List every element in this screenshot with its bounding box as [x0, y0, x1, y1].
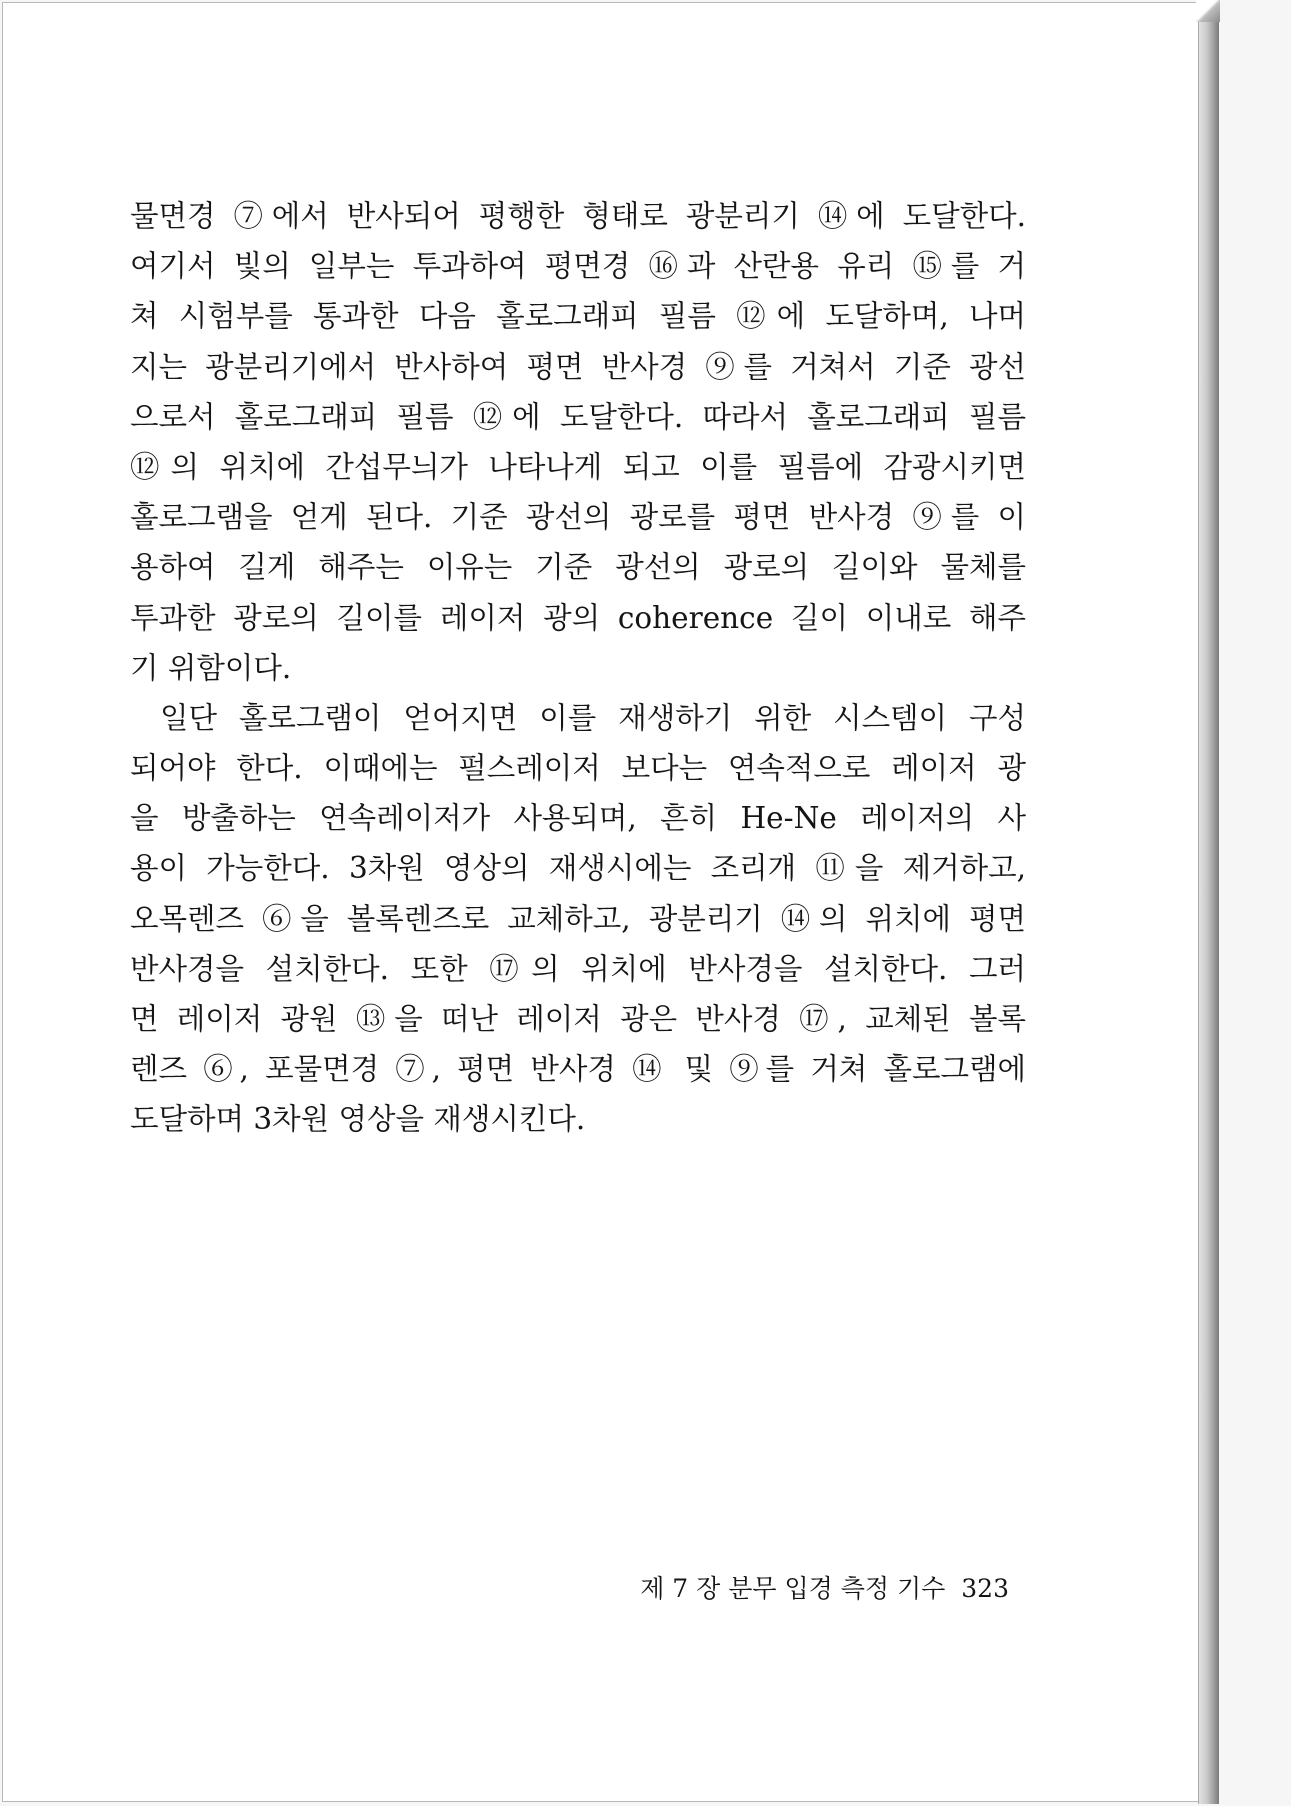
text-line: 홀로그램을 얻게 된다. 기준 광선의 광로를 평면 반사경 ⑨를 이	[130, 500, 1026, 535]
text-line: 도달하며 3차원 영상을 재생시킨다.	[130, 1102, 586, 1137]
text-line: 투과한 광로의 길이를 레이저 광의 coherence 길이 이내로 해주	[130, 600, 1026, 635]
text-line: 되어야 한다. 이때에는 펄스레이저 보다는 연속적으로 레이저 광	[130, 751, 1026, 786]
text-line: 쳐 시험부를 통과한 다음 홀로그래피 필름 ⑫에 도달하며, 나머	[130, 299, 1026, 334]
text-line: 오목렌즈 ⑥을 볼록렌즈로 교체하고, 광분리기 ⑭의 위치에 평면	[130, 901, 1026, 936]
text-line: 여기서 빛의 일부는 투과하여 평면경 ⑯과 산란용 유리 ⑮를 거	[130, 249, 1026, 284]
text-line: 을 방출하는 연속레이저가 사용되며, 흔히 He-Ne 레이저의 사	[130, 801, 1026, 836]
text-line: 기 위함이다.	[130, 650, 292, 685]
text-line: 지는 광분리기에서 반사하여 평면 반사경 ⑨를 거쳐서 기준 광선	[130, 349, 1026, 384]
page-number: 323	[961, 1574, 1009, 1603]
text-line: 일단 홀로그램이 얻어지면 이를 재생하기 위한 시스템이 구성	[160, 700, 1026, 735]
text-line: ⑫의 위치에 간섭무늬가 나타나게 되고 이를 필름에 감광시키면	[130, 449, 1026, 484]
page-footer	[603, 1569, 1009, 1609]
text-line: 으로서 홀로그래피 필름 ⑫에 도달한다. 따라서 홀로그래피 필름	[130, 399, 1026, 434]
page-edge-shadow	[1198, 2, 1219, 1804]
text-line: 용이 가능한다. 3차원 영상의 재생시에는 조리개 ⑪을 제거하고,	[130, 851, 1026, 886]
text-line: 면 레이저 광원 ⑬을 떠난 레이저 광은 반사경 ⑰, 교체된 볼록	[130, 1002, 1026, 1036]
text-line: 렌즈 ⑥, 포물면경 ⑦, 평면 반사경 ⑭ 및 ⑨를 거쳐 홀로그램에	[130, 1052, 1026, 1087]
paragraph-2	[130, 693, 1026, 1145]
page-curl-corner	[1196, 0, 1220, 22]
book-page	[2, 2, 1213, 1802]
text-line: 용하여 길게 해주는 이유는 기준 광선의 광로의 길이와 물체를	[130, 550, 1026, 585]
text-line: 반사경을 설치한다. 또한 ⑰의 위치에 반사경을 설치한다. 그러	[130, 951, 1026, 986]
paragraph-1	[130, 191, 1026, 693]
text-line: 물면경 ⑦에서 반사되어 평행한 형태로 광분리기 ⑭에 도달한다.	[130, 199, 1026, 233]
chapter-title: 제 7 장 분무 입경 측정 기수	[640, 1574, 946, 1603]
body-text	[130, 191, 1026, 1145]
